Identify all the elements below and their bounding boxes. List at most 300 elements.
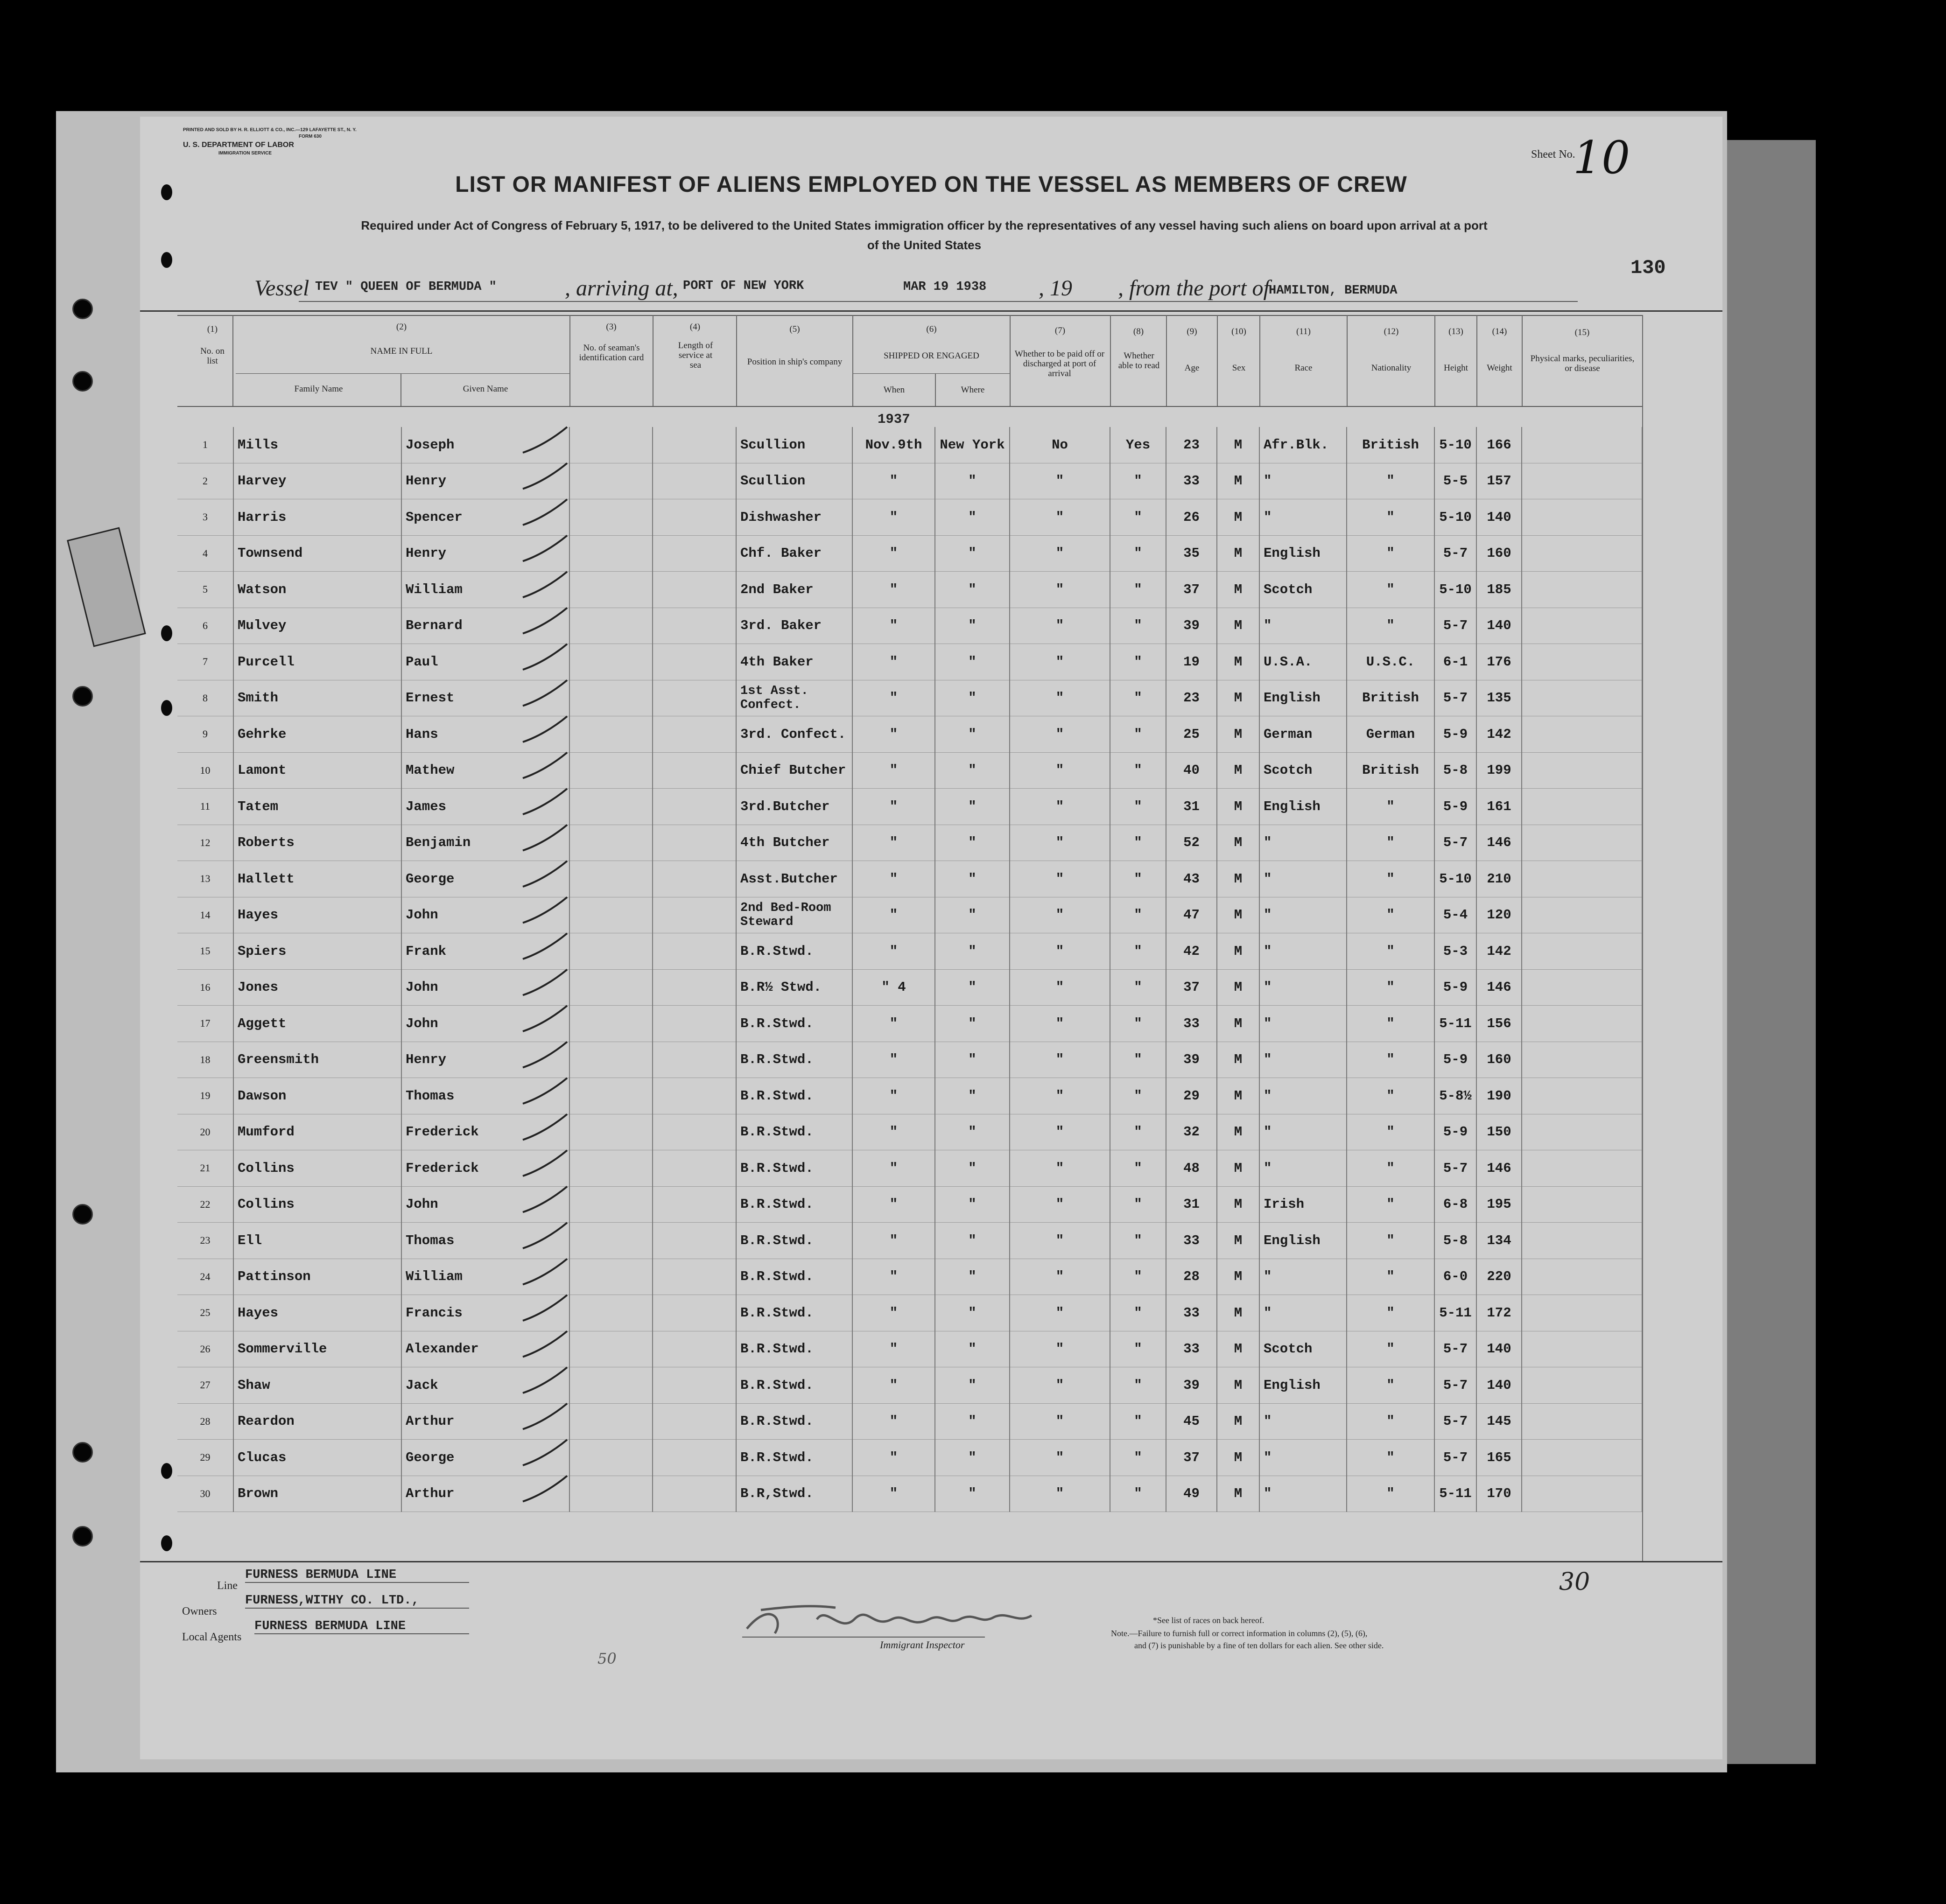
cell-read: " xyxy=(1110,897,1166,933)
cell-weight: 146 xyxy=(1476,969,1522,1006)
cell-given: Paul xyxy=(401,644,569,680)
cell-sex: M xyxy=(1217,969,1259,1006)
cell-weight: 210 xyxy=(1476,861,1522,897)
cell-paid: No xyxy=(1010,427,1110,463)
cell-no: 5 xyxy=(177,572,233,608)
table-row xyxy=(177,1223,1642,1259)
cell-seaman xyxy=(569,1440,653,1476)
cell-when: Nov.9th xyxy=(852,427,935,463)
requirement-text xyxy=(257,216,1592,255)
cell-family: Mumford xyxy=(233,1114,401,1150)
cell-no: 28 xyxy=(177,1403,233,1440)
cell-family: Reardon xyxy=(233,1403,401,1440)
col-sep xyxy=(736,315,737,406)
col-when: When xyxy=(883,385,905,395)
owners-value: FURNESS,WITHY CO. LTD., xyxy=(245,1594,469,1609)
cell-when: " xyxy=(852,1078,935,1114)
cell-read: " xyxy=(1110,789,1166,825)
table-row xyxy=(177,1440,1642,1476)
cell-position: B.R.Stwd. xyxy=(736,1367,852,1404)
cell-where: " xyxy=(935,716,1010,753)
cell-seaman xyxy=(569,1403,653,1440)
cell-family: Tatem xyxy=(233,789,401,825)
cell-phys xyxy=(1522,1331,1642,1367)
cell-nat: " xyxy=(1347,1150,1434,1187)
cell-position: 4th Baker xyxy=(736,644,852,680)
cell-height: 5-9 xyxy=(1434,1042,1476,1078)
cell-sex: M xyxy=(1217,1331,1259,1367)
cell-position: B.R.Stwd. xyxy=(736,1150,852,1187)
cell-race: " xyxy=(1259,1006,1347,1042)
cell-when: " xyxy=(852,499,935,536)
table-row xyxy=(177,499,1642,536)
cell-family: Hayes xyxy=(233,897,401,933)
col-sep xyxy=(1522,315,1523,406)
cell-position: Scullion xyxy=(736,463,852,499)
cell-paid: " xyxy=(1010,1367,1110,1404)
cell-height: 5-7 xyxy=(1434,1440,1476,1476)
cell-no: 12 xyxy=(177,825,233,861)
cell-no: 7 xyxy=(177,644,233,680)
cell-when: " xyxy=(852,861,935,897)
cell-sex: M xyxy=(1217,1078,1259,1114)
cell-paid: " xyxy=(1010,861,1110,897)
cell-height: 5-10 xyxy=(1434,572,1476,608)
col-sep xyxy=(232,315,233,406)
cell-given: Frank xyxy=(401,933,569,970)
table-bottom-rule xyxy=(140,1561,1722,1562)
cell-race: English xyxy=(1259,535,1347,572)
table-row xyxy=(177,969,1642,1006)
cell-read: " xyxy=(1110,825,1166,861)
cell-given: Frederick xyxy=(401,1150,569,1187)
cell-weight: 165 xyxy=(1476,1440,1522,1476)
col-able-read: Whether able to read xyxy=(1118,351,1160,371)
cell-paid: " xyxy=(1010,1042,1110,1078)
cell-no: 29 xyxy=(177,1440,233,1476)
cell-age: 23 xyxy=(1166,680,1217,716)
cell-weight: 170 xyxy=(1476,1476,1522,1512)
cell-age: 39 xyxy=(1166,1042,1217,1078)
cell-seaman xyxy=(569,680,653,716)
table-row xyxy=(177,1042,1642,1078)
cell-no: 6 xyxy=(177,608,233,644)
cell-when: " xyxy=(852,1223,935,1259)
cell-seaman xyxy=(569,572,653,608)
note-line-1: Note.—Failure to furnish full or correct information in columns (2), (5), (6), xyxy=(1111,1629,1368,1638)
table-top-rule-2 xyxy=(177,315,1643,316)
cell-seaman xyxy=(569,644,653,680)
col-no-on-list: No. on list xyxy=(200,346,225,366)
cell-paid: " xyxy=(1010,969,1110,1006)
cell-nat: " xyxy=(1347,1042,1434,1078)
col-5-num: (5) xyxy=(789,324,800,334)
cell-sex: M xyxy=(1217,1403,1259,1440)
cell-sex: M xyxy=(1217,608,1259,644)
cell-sex: M xyxy=(1217,825,1259,861)
cell-age: 33 xyxy=(1166,1295,1217,1331)
cell-sex: M xyxy=(1217,1186,1259,1223)
cell-sex: M xyxy=(1217,716,1259,753)
cell-race: " xyxy=(1259,608,1347,644)
cell-given: John xyxy=(401,969,569,1006)
cell-when: " xyxy=(852,933,935,970)
cell-race: " xyxy=(1259,1259,1347,1295)
cell-where: " xyxy=(935,608,1010,644)
cell-weight: 146 xyxy=(1476,825,1522,861)
cell-phys xyxy=(1522,1440,1642,1476)
punch-dot xyxy=(161,1463,172,1479)
cell-length xyxy=(653,463,736,499)
cell-age: 25 xyxy=(1166,716,1217,753)
punch-dot xyxy=(161,1535,172,1551)
col-sep xyxy=(1217,315,1218,406)
cell-where: " xyxy=(935,1367,1010,1404)
cell-where: " xyxy=(935,1223,1010,1259)
cell-when: " xyxy=(852,680,935,716)
cell-paid: " xyxy=(1010,1295,1110,1331)
cell-nat: " xyxy=(1347,1186,1434,1223)
cell-family: Hayes xyxy=(233,1295,401,1331)
line-label: Line xyxy=(217,1580,238,1592)
arriving-port: PORT OF NEW YORK xyxy=(683,279,804,293)
cell-length xyxy=(653,427,736,463)
cell-no: 11 xyxy=(177,789,233,825)
cell-race: " xyxy=(1259,1440,1347,1476)
cell-where: " xyxy=(935,1440,1010,1476)
page-number: 130 xyxy=(1630,257,1666,279)
cell-nat: " xyxy=(1347,608,1434,644)
cell-race: " xyxy=(1259,1403,1347,1440)
table-top-rule xyxy=(140,310,1722,312)
cell-length xyxy=(653,1186,736,1223)
cell-race: " xyxy=(1259,1042,1347,1078)
col-weight: Weight xyxy=(1487,363,1512,373)
cell-where: " xyxy=(935,644,1010,680)
cell-seaman xyxy=(569,897,653,933)
col-3-num: (3) xyxy=(606,322,617,332)
cell-seaman xyxy=(569,825,653,861)
cell-where: " xyxy=(935,1331,1010,1367)
cell-when: " xyxy=(852,644,935,680)
cell-nat: " xyxy=(1347,1114,1434,1150)
cell-no: 22 xyxy=(177,1186,233,1223)
cell-sex: M xyxy=(1217,1150,1259,1187)
cell-family: Shaw xyxy=(233,1367,401,1404)
cell-sex: M xyxy=(1217,933,1259,970)
cell-paid: " xyxy=(1010,752,1110,789)
cell-where: " xyxy=(935,789,1010,825)
arriving-label: , arriving at, xyxy=(565,276,678,301)
cell-height: 5-7 xyxy=(1434,1367,1476,1404)
cell-given: Alexander xyxy=(401,1331,569,1367)
cell-phys xyxy=(1522,716,1642,753)
cell-nat: " xyxy=(1347,825,1434,861)
cell-nat: U.S.C. xyxy=(1347,644,1434,680)
cell-read: " xyxy=(1110,969,1166,1006)
cell-height: 5-7 xyxy=(1434,1331,1476,1367)
cell-sex: M xyxy=(1217,535,1259,572)
cell-nat: " xyxy=(1347,535,1434,572)
cell-length xyxy=(653,825,736,861)
cell-read: " xyxy=(1110,608,1166,644)
cell-no: 20 xyxy=(177,1114,233,1150)
cell-sex: M xyxy=(1217,1042,1259,1078)
cell-weight: 142 xyxy=(1476,716,1522,753)
cell-seaman xyxy=(569,861,653,897)
cell-sex: M xyxy=(1217,1440,1259,1476)
cell-weight: 160 xyxy=(1476,535,1522,572)
cell-when: " xyxy=(852,716,935,753)
vessel-underline xyxy=(299,301,1578,302)
cell-seaman xyxy=(569,752,653,789)
cell-sex: M xyxy=(1217,572,1259,608)
cell-paid: " xyxy=(1010,608,1110,644)
cell-weight: 140 xyxy=(1476,608,1522,644)
cell-family: Watson xyxy=(233,572,401,608)
vessel-name: TEV " QUEEN OF BERMUDA " xyxy=(315,280,497,294)
col-sex: Sex xyxy=(1232,363,1246,373)
cell-read: " xyxy=(1110,716,1166,753)
cell-given: Spencer xyxy=(401,499,569,536)
cell-race: German xyxy=(1259,716,1347,753)
col-sep xyxy=(569,315,570,406)
cell-position: 3rd. Confect. xyxy=(736,716,852,753)
cell-nat: British xyxy=(1347,680,1434,716)
cell-seaman xyxy=(569,1078,653,1114)
cell-race: " xyxy=(1259,1150,1347,1187)
cell-height: 5-7 xyxy=(1434,1403,1476,1440)
col-sep xyxy=(1476,315,1477,406)
cell-read: " xyxy=(1110,1367,1166,1404)
cell-height: 5-7 xyxy=(1434,535,1476,572)
cell-sex: M xyxy=(1217,1259,1259,1295)
col-where: Where xyxy=(961,385,985,395)
cell-weight: 146 xyxy=(1476,1150,1522,1187)
cell-race: Scotch xyxy=(1259,752,1347,789)
cell-read: " xyxy=(1110,752,1166,789)
cell-race: " xyxy=(1259,1295,1347,1331)
cell-weight: 172 xyxy=(1476,1295,1522,1331)
binder-hole xyxy=(72,1526,93,1547)
cell-height: 5-7 xyxy=(1434,680,1476,716)
name-divider xyxy=(236,373,569,374)
col-nationality: Nationality xyxy=(1371,363,1412,373)
cell-weight: 150 xyxy=(1476,1114,1522,1150)
cell-phys xyxy=(1522,1259,1642,1295)
cell-paid: " xyxy=(1010,1403,1110,1440)
cell-given: Bernard xyxy=(401,608,569,644)
cell-where: " xyxy=(935,1403,1010,1440)
cell-length xyxy=(653,897,736,933)
cell-phys xyxy=(1522,825,1642,861)
cell-no: 10 xyxy=(177,752,233,789)
cell-read: " xyxy=(1110,1078,1166,1114)
cell-age: 40 xyxy=(1166,752,1217,789)
cell-length xyxy=(653,1042,736,1078)
cell-seaman xyxy=(569,933,653,970)
cell-position: B.R.Stwd. xyxy=(736,1006,852,1042)
table-row xyxy=(177,897,1642,933)
cell-where: New York xyxy=(935,427,1010,463)
cell-race: " xyxy=(1259,897,1347,933)
cell-paid: " xyxy=(1010,572,1110,608)
cell-weight: 161 xyxy=(1476,789,1522,825)
cell-length xyxy=(653,789,736,825)
year-note: 1937 xyxy=(878,412,910,427)
cell-paid: " xyxy=(1010,644,1110,680)
cell-age: 37 xyxy=(1166,1440,1217,1476)
cell-paid: " xyxy=(1010,463,1110,499)
cell-age: 32 xyxy=(1166,1114,1217,1150)
cell-when: " xyxy=(852,572,935,608)
cell-read: " xyxy=(1110,1042,1166,1078)
col-height: Height xyxy=(1444,363,1468,373)
cell-family: Harvey xyxy=(233,463,401,499)
cell-phys xyxy=(1522,1150,1642,1187)
cell-family: Greensmith xyxy=(233,1042,401,1078)
cell-phys xyxy=(1522,463,1642,499)
col-name-in-full: NAME IN FULL xyxy=(370,346,433,356)
cell-weight: 185 xyxy=(1476,572,1522,608)
cell-nat: " xyxy=(1347,1403,1434,1440)
cell-family: Sommerville xyxy=(233,1331,401,1367)
cell-weight: 199 xyxy=(1476,752,1522,789)
cell-paid: " xyxy=(1010,933,1110,970)
col-given-name: Given Name xyxy=(463,384,508,394)
binder-hole xyxy=(72,686,93,707)
cell-phys xyxy=(1522,535,1642,572)
cell-length xyxy=(653,1476,736,1512)
table-row xyxy=(177,1078,1642,1114)
cell-age: 43 xyxy=(1166,861,1217,897)
cell-phys xyxy=(1522,644,1642,680)
cell-height: 5-9 xyxy=(1434,969,1476,1006)
cell-race: " xyxy=(1259,463,1347,499)
table-row xyxy=(177,427,1642,463)
margin-note-30: 30 xyxy=(1559,1568,1590,1596)
table-row xyxy=(177,1476,1642,1512)
cell-paid: " xyxy=(1010,1114,1110,1150)
cell-position: 4th Butcher xyxy=(736,825,852,861)
col-sep xyxy=(1166,315,1167,406)
col-paid-off: Whether to be paid off or discharged at port of arrival xyxy=(1014,349,1105,378)
cell-given: John xyxy=(401,1186,569,1223)
cell-position: 2nd Bed-Room Steward xyxy=(736,897,852,933)
col-length-service: Length of service at sea xyxy=(678,341,713,370)
col-race: Race xyxy=(1294,363,1313,373)
cell-nat: " xyxy=(1347,1223,1434,1259)
cell-nat: " xyxy=(1347,1295,1434,1331)
cell-position: B.R.Stwd. xyxy=(736,1114,852,1150)
cell-sex: M xyxy=(1217,427,1259,463)
cell-when: " xyxy=(852,608,935,644)
cell-height: 5-8½ xyxy=(1434,1078,1476,1114)
col-11-num: (11) xyxy=(1296,327,1311,336)
cell-where: " xyxy=(935,825,1010,861)
cell-length xyxy=(653,933,736,970)
cell-weight: 160 xyxy=(1476,1042,1522,1078)
table-row xyxy=(177,752,1642,789)
cell-length xyxy=(653,1078,736,1114)
cell-no: 14 xyxy=(177,897,233,933)
cell-paid: " xyxy=(1010,1440,1110,1476)
cell-seaman xyxy=(569,1042,653,1078)
cell-weight: 140 xyxy=(1476,1367,1522,1404)
cell-family: Townsend xyxy=(233,535,401,572)
cell-paid: " xyxy=(1010,1476,1110,1512)
cell-family: Mulvey xyxy=(233,608,401,644)
cell-phys xyxy=(1522,572,1642,608)
cell-position: B.R.Stwd. xyxy=(736,1331,852,1367)
cell-length xyxy=(653,535,736,572)
agents-value: FURNESS BERMUDA LINE xyxy=(254,1619,469,1634)
col-family-name: Family Name xyxy=(294,384,343,394)
cell-paid: " xyxy=(1010,825,1110,861)
cell-family: Gehrke xyxy=(233,716,401,753)
cell-when: " xyxy=(852,535,935,572)
cell-sex: M xyxy=(1217,1223,1259,1259)
cell-family: Lamont xyxy=(233,752,401,789)
col-sep xyxy=(400,373,401,406)
cell-when: " xyxy=(852,1259,935,1295)
cell-phys xyxy=(1522,427,1642,463)
col-age: Age xyxy=(1184,363,1200,373)
table-row xyxy=(177,644,1642,680)
cell-family: Clucas xyxy=(233,1440,401,1476)
races-note: *See list of races on back hereof. xyxy=(1153,1616,1265,1625)
cell-age: 39 xyxy=(1166,608,1217,644)
cell-weight: 157 xyxy=(1476,463,1522,499)
cell-when: " xyxy=(852,1006,935,1042)
cell-phys xyxy=(1522,897,1642,933)
sheet-number: 10 xyxy=(1573,132,1630,184)
cell-phys xyxy=(1522,1042,1642,1078)
cell-where: " xyxy=(935,1476,1010,1512)
cell-sex: M xyxy=(1217,1367,1259,1404)
cell-given: John xyxy=(401,897,569,933)
cell-sex: M xyxy=(1217,463,1259,499)
table-row xyxy=(177,1259,1642,1295)
cell-nat: " xyxy=(1347,933,1434,970)
cell-when: " xyxy=(852,1331,935,1367)
cell-sex: M xyxy=(1217,1114,1259,1150)
cell-read: Yes xyxy=(1110,427,1166,463)
col-6-num: (6) xyxy=(926,324,937,334)
cell-age: 48 xyxy=(1166,1150,1217,1187)
cell-age: 31 xyxy=(1166,1186,1217,1223)
cell-weight: 220 xyxy=(1476,1259,1522,1295)
cell-paid: " xyxy=(1010,1150,1110,1187)
cell-weight: 142 xyxy=(1476,933,1522,970)
cell-no: 16 xyxy=(177,969,233,1006)
cell-no: 13 xyxy=(177,861,233,897)
cell-sex: M xyxy=(1217,897,1259,933)
cell-given: Mathew xyxy=(401,752,569,789)
cell-seaman xyxy=(569,608,653,644)
cell-length xyxy=(653,1114,736,1150)
cell-nat: " xyxy=(1347,1259,1434,1295)
cell-weight: 140 xyxy=(1476,1331,1522,1367)
cell-read: " xyxy=(1110,1403,1166,1440)
cell-age: 42 xyxy=(1166,933,1217,970)
punch-dot xyxy=(161,700,172,716)
cell-no: 4 xyxy=(177,535,233,572)
cell-where: " xyxy=(935,861,1010,897)
col-4-num: (4) xyxy=(689,322,701,332)
cell-height: 5-8 xyxy=(1434,1223,1476,1259)
cell-position: Chf. Baker xyxy=(736,535,852,572)
